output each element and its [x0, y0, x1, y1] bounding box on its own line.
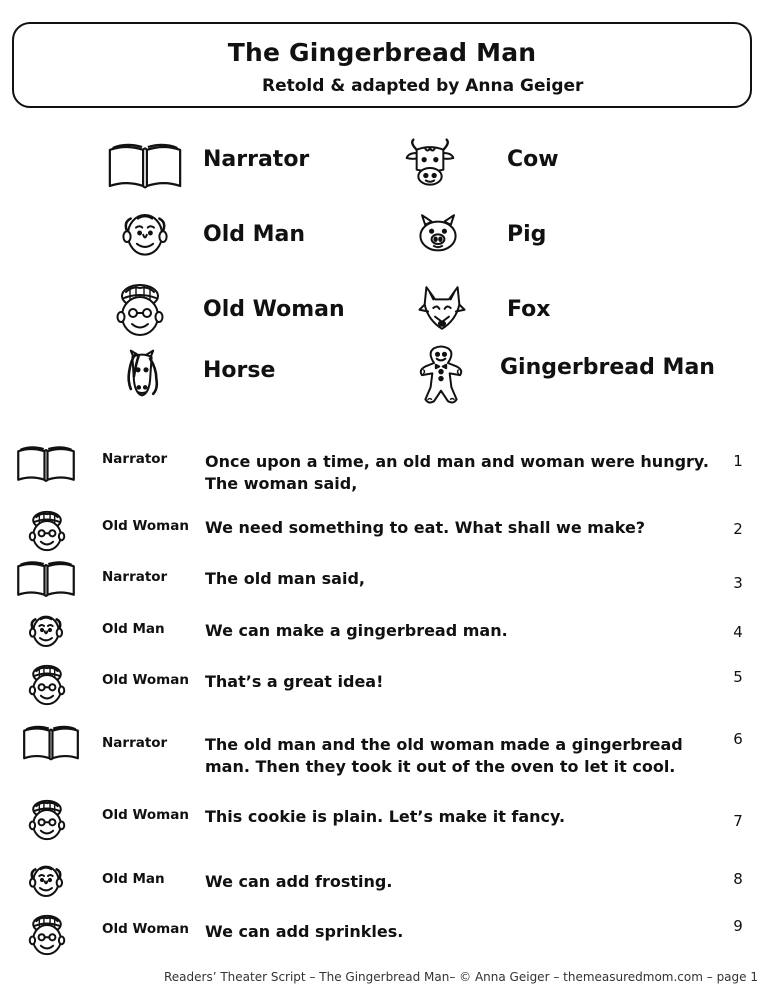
horse-icon	[118, 345, 166, 401]
line-text: The old man said,	[205, 569, 365, 588]
character-name-horse: Horse	[203, 358, 276, 383]
line-number: 6	[733, 730, 743, 748]
old-man-icon	[26, 610, 66, 650]
speaker-label: Old Man	[102, 871, 165, 887]
speaker-label: Old Man	[102, 621, 165, 637]
line-text: We can add frosting.	[205, 872, 393, 891]
character-name-narrator: Narrator	[203, 147, 310, 172]
gingerbread-man-icon	[415, 345, 467, 407]
book-icon	[107, 142, 183, 190]
character-name-cow: Cow	[507, 147, 559, 172]
line-text: We can add sprinkles.	[205, 922, 404, 941]
speaker-label: Old Woman	[102, 807, 189, 823]
character-name-pig: Pig	[507, 222, 547, 247]
old-woman-icon	[24, 508, 70, 554]
line-number: 4	[733, 623, 743, 641]
speaker-label: Narrator	[102, 569, 168, 585]
line-number: 7	[733, 812, 743, 830]
old-woman-icon	[24, 662, 70, 708]
pig-icon	[412, 212, 464, 260]
cow-icon	[405, 138, 455, 188]
line-number: 3	[733, 574, 743, 592]
old-man-icon	[26, 860, 66, 900]
line-number: 5	[733, 668, 743, 686]
line-text: We can make a gingerbread man.	[205, 621, 508, 640]
line-number: 9	[733, 917, 743, 935]
fox-icon	[416, 282, 468, 334]
speaker-label: Old Woman	[102, 518, 189, 534]
line-number: 2	[733, 520, 743, 538]
speaker-label: Old Woman	[102, 672, 189, 688]
book-icon	[22, 724, 80, 762]
book-icon	[16, 560, 76, 598]
page-footer: Readers’ Theater Script – The Gingerbread Man– © Anna Geiger – themeasuredmom.com – page 1	[163, 970, 758, 984]
old-woman-icon	[110, 280, 170, 340]
line-number: 8	[733, 870, 743, 888]
page-subtitle: Retold & adapted by Anna Geiger	[262, 76, 584, 96]
line-number: 1	[733, 452, 743, 470]
character-name-fox: Fox	[507, 297, 551, 322]
character-name-old-man: Old Man	[203, 222, 306, 247]
character-name-old-woman: Old Woman	[203, 297, 345, 322]
line-text: This cookie is plain. Let’s make it fancy.	[205, 807, 566, 826]
line-text: The old man and the old woman made a gingerbread man. Then they took it out of the oven to let it cool.	[205, 735, 683, 776]
old-woman-icon	[24, 797, 70, 843]
line-text: That’s a great idea!	[205, 672, 384, 691]
line-text: We need something to eat. What shall we make?	[205, 518, 646, 537]
line-text: Once upon a time, an old man and woman were hungry. The woman said,	[205, 452, 709, 493]
old-woman-icon	[24, 912, 70, 958]
character-name-gingerbread-man: Gingerbread Man	[500, 355, 715, 380]
speaker-label: Old Woman	[102, 921, 189, 937]
speaker-label: Narrator	[102, 451, 168, 467]
title-box	[12, 22, 752, 108]
page-title: The Gingerbread Man	[227, 38, 537, 67]
old-man-icon	[118, 206, 172, 260]
speaker-label: Narrator	[102, 735, 168, 751]
book-icon	[16, 445, 76, 483]
